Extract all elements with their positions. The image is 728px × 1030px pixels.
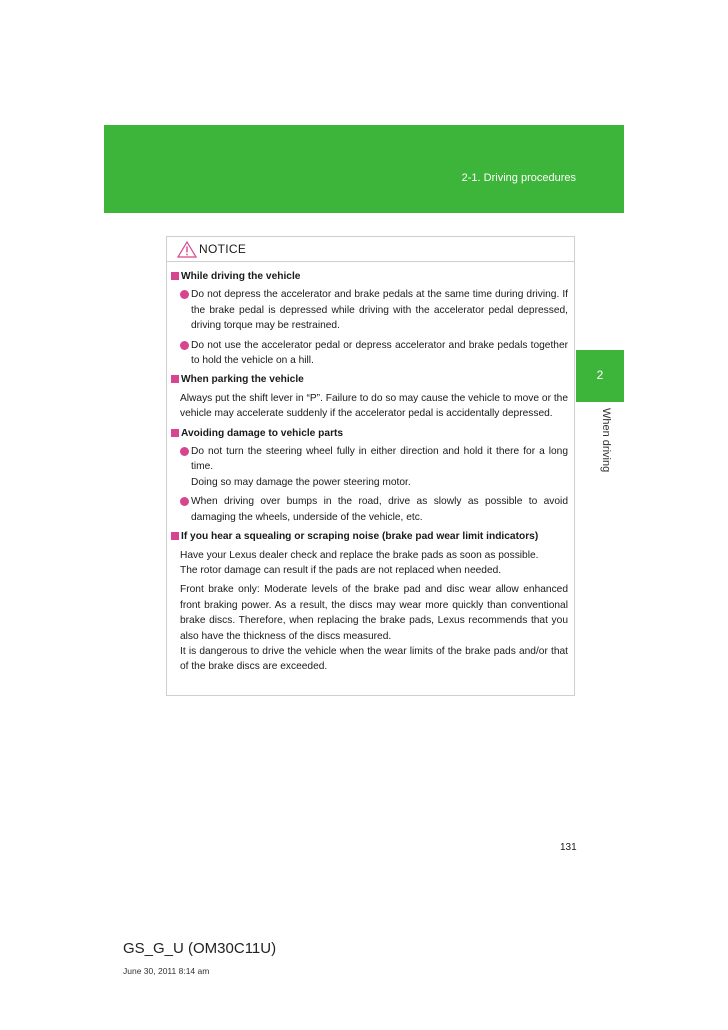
list-item: Do not depress the accelerator and brake pedals at the same time during driving. If the brake pedal is depressed while driving with the accelerator pedal depressed, driving torque may be restrained.: [167, 287, 568, 333]
section-label: 2-1. Driving procedures: [461, 172, 576, 184]
notice-box: [166, 236, 575, 696]
pink-dot-icon: [180, 497, 189, 506]
section-heading: While driving the vehicle: [167, 269, 568, 284]
paragraph: Have your Lexus dealer check and replace the brake pads as soon as possible. The rotor damage can result if the pads are not replaced when needed.: [180, 549, 539, 576]
paragraph: Always put the shift lever in “P”. Failure to do so may cause the vehicle to move or the vehicle may accelerate suddenly if the accelerator pedal is accidentally depressed.: [180, 392, 568, 420]
chapter-title: When driving: [600, 408, 612, 473]
list-item: When driving over bumps in the road, drive as slowly as possible to avoid damaging the wheels, underside of the vehicle, etc.: [167, 494, 568, 525]
pink-square-icon: [171, 532, 179, 540]
section-heading: If you hear a squealing or scraping noise (brake pad wear limit indicators): [167, 529, 568, 544]
pink-dot-icon: [180, 290, 189, 299]
notice-title: NOTICE: [199, 242, 247, 256]
doc-code: GS_G_U (OM30C11U): [123, 940, 277, 957]
pink-square-icon: [171, 272, 179, 280]
warning-triangle-icon: [177, 241, 197, 258]
pink-dot-icon: [180, 341, 189, 350]
notice-header: [167, 237, 574, 262]
doc-date: June 30, 2011 8:14 am: [123, 966, 210, 976]
paragraph: Front brake only: Moderate levels of the brake pad and disc wear allow enhanced front braking power. As a result, the discs may wear more quickly than conventional brake discs. Therefore, when replacing the brake pads, Lexus recommends that you also have the thickness of the discs measured. It is dangerous to drive the vehicle when the wear limits of the brake pads and/or that of the brake discs are exceeded.: [180, 584, 568, 673]
list-item: Do not use the accelerator pedal or depress accelerator and brake pedals together to hold the vehicle on a hill.: [167, 338, 568, 369]
chapter-tab: [576, 350, 624, 402]
notice-content: [167, 262, 574, 675]
page-number: 131: [560, 842, 577, 853]
pink-square-icon: [171, 429, 179, 437]
section-heading: When parking the vehicle: [167, 372, 568, 387]
chapter-number: 2: [596, 368, 604, 382]
pink-dot-icon: [180, 447, 189, 456]
section-heading: Avoiding damage to vehicle parts: [167, 426, 568, 441]
header-band: [104, 125, 624, 213]
list-item: Do not turn the steering wheel fully in either direction and hold it there for a long time. Doing so may damage the power steering motor.: [167, 444, 568, 490]
pink-square-icon: [171, 375, 179, 383]
